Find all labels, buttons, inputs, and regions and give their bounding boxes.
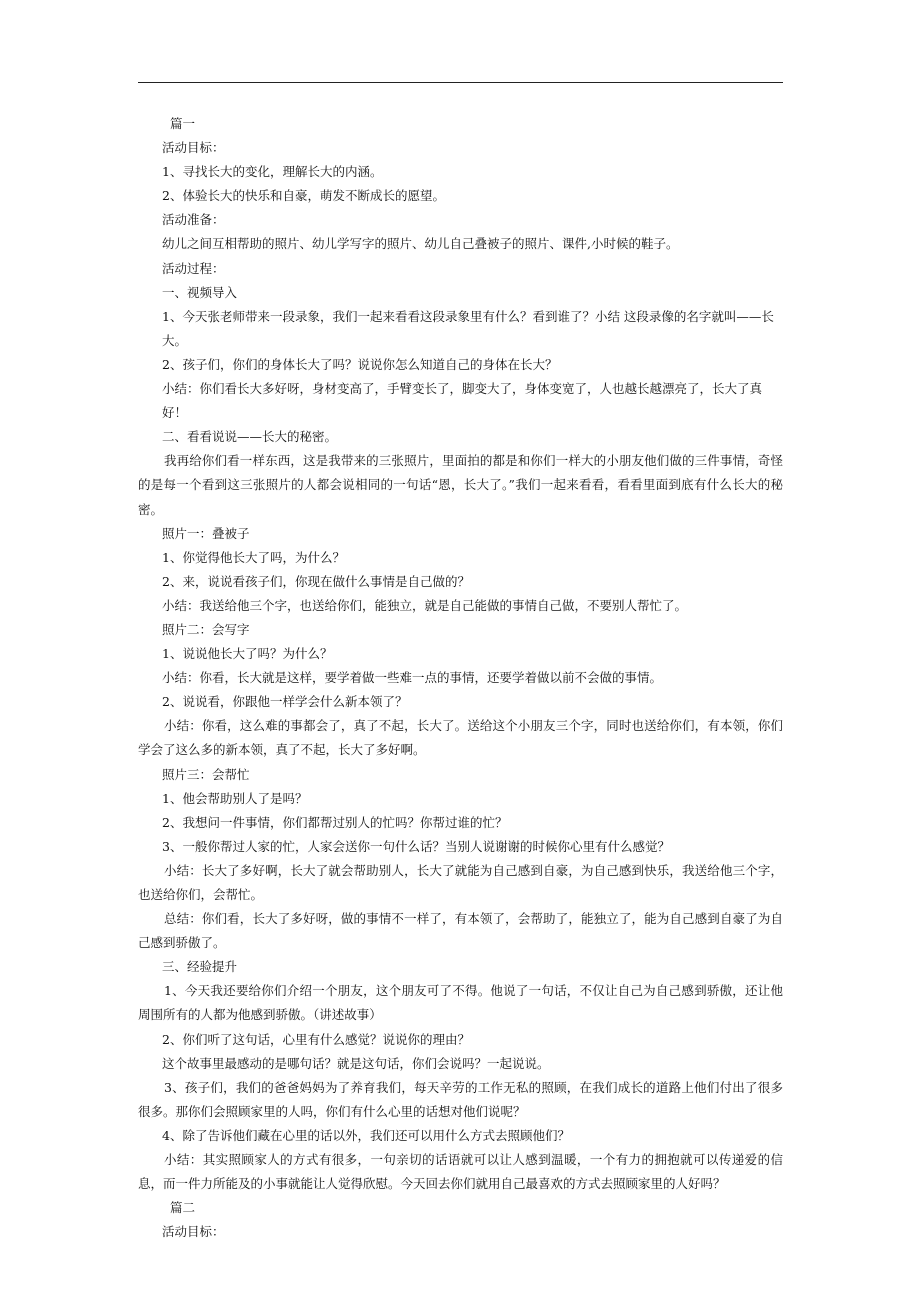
paragraph: 2、孩子们，你们的身体长大了吗？说说你怎么知道自己的身体在长大？ — [162, 356, 558, 372]
paragraph: 1、说说他长大了吗？为什么？ — [162, 646, 333, 662]
paragraph: 小结：你看，这么难的事都会了，真了不起，长大了。送给这个小朋友三个字，同时也送给你们，有本领，你们学会了这么多的新本领，真了不起，长大了多好啊。 — [138, 718, 783, 758]
paragraph: 1、寻找长大的变化，理解长大的内涵。 — [162, 164, 383, 180]
paragraph: 1、今天张老师带来一段录象，我们一起来看看这段录象里有什么？看到谁了？小结 这段录像的名字就叫——长大。 — [162, 308, 774, 348]
paragraph: 4、除了告诉他们藏在心里的话以外，我们还可以用什么方式去照顾他们？ — [162, 1127, 570, 1143]
paragraph: 照片三：会帮忙 — [162, 766, 250, 782]
paragraph: 2、你们听了这句话，心里有什么感觉？说说你的理由？ — [162, 1031, 470, 1047]
paragraph: 照片一：叠被子 — [162, 525, 250, 541]
paragraph: 小结：你们看长大多好呀，身材变高了，手臂变长了，脚变大了，身体变宽了，人也越长越漂亮了，长大了真好！ — [162, 381, 763, 421]
paragraph: 篇二 — [170, 1200, 196, 1216]
paragraph: 3、一般你帮过人家的忙，人家会送你一句什么话？当别人说谢谢的时候你心里有什么感觉？ — [162, 838, 670, 854]
paragraph: 活动目标： — [162, 1224, 225, 1240]
paragraph: 我再给你们看一样东西，这是我带来的三张照片，里面拍的都是和你们一样大的小朋友他们做的三件事情，奇怪的是每一个看到这三张照片的人都会说相同的一句话“恩，长大了。”我们一起来看看，看看里面到底有什么长大的秘密。 — [138, 453, 783, 517]
paragraph: 这个故事里最感动的是哪句话？就是这句话，你们会说吗？一起说说。 — [162, 1055, 550, 1071]
paragraph: 小结：你看，长大就是这样，要学着做一些难一点的事情，还要学着做以前不会做的事情。 — [162, 670, 663, 686]
paragraph: 2、说说看，你跟他一样学会什么新本领了？ — [162, 694, 408, 710]
paragraph: 2、体验长大的快乐和自豪，萌发不断成长的愿望。 — [162, 188, 445, 204]
paragraph: 总结：你们看，长大了多好呀，做的事情不一样了，有本领了，会帮助了，能独立了，能为自己感到自豪了为自己感到骄傲了。 — [138, 911, 783, 951]
header-rule — [138, 82, 783, 83]
paragraph: 小结：其实照顾家人的方式有很多，一句亲切的话语就可以让人感到温暖，一个有力的拥抱就可以传递爱的信息，而一件力所能及的小事就能让人觉得欣慰。今天回去你们就用自己最喜欢的方式去照顾家里的人好吗？ — [138, 1152, 783, 1192]
paragraph: 照片二：会写字 — [162, 621, 250, 637]
document-body — [138, 112, 783, 1244]
paragraph: 二、看看说说——长大的秘密。 — [162, 429, 338, 445]
paragraph: 篇一 — [170, 116, 196, 131]
paragraph: 1、他会帮助别人了是吗？ — [162, 790, 308, 806]
paragraph: 活动过程： — [162, 260, 225, 276]
paragraph: 幼儿之间互相帮助的照片、幼儿学写字的照片、幼儿自己叠被子的照片、课件,小时候的鞋子。 — [162, 236, 679, 252]
paragraph: 小结：长大了多好啊，长大了就会帮助别人，长大了就能为自己感到自豪，为自己感到快乐，我送给他三个字，也送给你们，会帮忙。 — [138, 862, 783, 902]
paragraph: 一、视频导入 — [162, 284, 238, 300]
paragraph: 1、今天我还要给你们介绍一个朋友，这个朋友可了不得。他说了一句话，不仅让自己为自己感到骄傲，还让他周围所有的人都为他感到骄傲。（讲述故事） — [138, 983, 783, 1023]
paragraph: 2、我想问一件事情，你们都帮过别人的忙吗？你帮过谁的忙？ — [162, 814, 508, 830]
paragraph: 1、你觉得他长大了吗，为什么？ — [162, 549, 345, 565]
paragraph: 活动准备： — [162, 212, 225, 228]
paragraph: 三、经验提升 — [162, 959, 238, 975]
paragraph: 小结：我送给他三个字，也送给你们，能独立，就是自己能做的事情自己做，不要别人帮忙了。 — [162, 597, 688, 613]
paragraph: 2、来，说说看孩子们，你现在做什么事情是自己做的？ — [162, 573, 470, 589]
paragraph: 活动目标： — [162, 140, 225, 156]
paragraph: 3、孩子们，我们的爸爸妈妈为了养育我们，每天辛劳的工作无私的照顾，在我们成长的道路上他们付出了很多很多。那你们会照顾家里的人吗，你们有什么心里的话想对他们说呢？ — [138, 1079, 783, 1119]
